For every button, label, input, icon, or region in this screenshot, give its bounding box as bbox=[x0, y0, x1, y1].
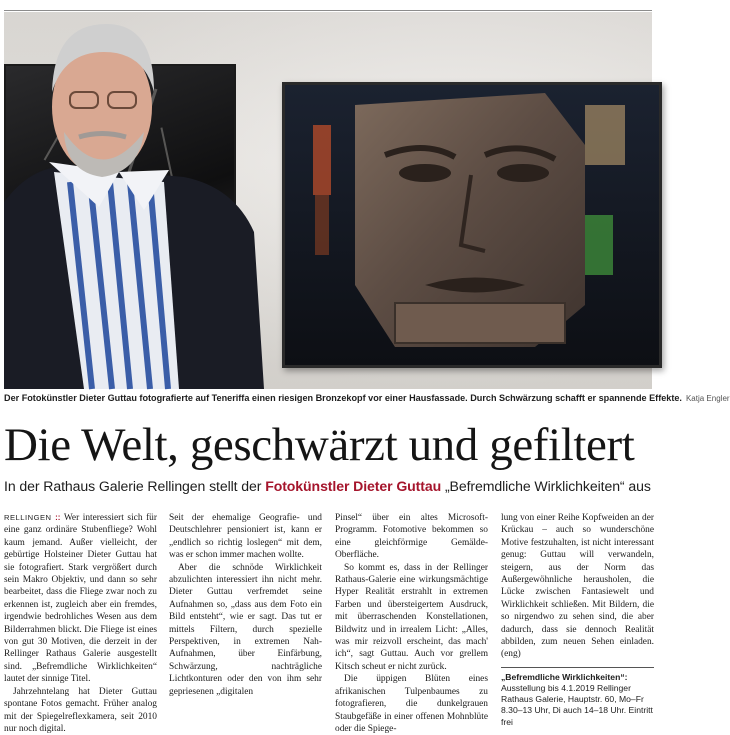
body-paragraph: So kommt es, dass in der Rellinger Rathaus-Galerie eine wirkungsmächtige Hyper Realität erstrahlt in extremen Farben und übersteigertem Ausdruck, mit überraschenden Konstellationen, Bildwitz und in irrealem Licht: „Alles, was mir reizvoll erscheint, das mach' ich“, sagt Guttau. Auch vor grellem Kitsch scheut er nicht zurück. bbox=[335, 562, 488, 672]
subhead-highlight: Fotokünstler Dieter Guttau bbox=[265, 478, 442, 494]
dateline: RELLINGEN bbox=[4, 513, 52, 522]
exhibition-info-box bbox=[501, 667, 654, 728]
article-body bbox=[4, 512, 654, 734]
framed-bronze-head-photo bbox=[282, 82, 662, 368]
body-paragraph: Jahrzehntelang hat Dieter Guttau spontane Fotos gemacht. Früher analog mit der Spiegelreflexkamera, seit 2010 nur noch digital. bbox=[4, 686, 157, 734]
info-text: Ausstellung bis 4.1.2019 Rellinger Rathaus Galerie, Hauptstr. 60, Mo–Fr 8.30–13 Uhr, Di auch 14–18 Uhr. Eintritt frei bbox=[501, 683, 653, 727]
dateline-mark: :: bbox=[55, 513, 61, 522]
body-paragraph bbox=[501, 512, 654, 661]
article-subhead bbox=[4, 478, 654, 494]
article-photo bbox=[4, 12, 652, 389]
body-paragraph: Die üppigen Blüten eines afrikanischen Tulpenbaumes zu fotografieren, die dunkelgrauen Staubgefäße in einer offenen Mohnblüte oder die Spiege- bbox=[335, 674, 488, 734]
caption-text: Der Fotokünstler Dieter Guttau fotografierte auf Teneriffa einen riesigen Bronzekopf vor einer Hausfassade. Durch Schwärzung schafft er spannende Effekte. bbox=[4, 393, 682, 403]
body-column-3 bbox=[335, 512, 488, 734]
subhead-intro: In der Rathaus Galerie Rellingen stellt der bbox=[4, 478, 266, 494]
article-headline: Die Welt, geschwärzt und gefiltert bbox=[4, 419, 635, 471]
photo-caption bbox=[4, 390, 730, 406]
body-column-2 bbox=[169, 512, 322, 697]
author-abbreviation: (eng) bbox=[501, 649, 521, 660]
body-paragraph: Seit der ehemalige Geografie- und Deutschlehrer pensioniert ist, kann er „endlich so richtig loslegen“ mit dem, was er schon immer machen wollte. bbox=[169, 513, 322, 561]
body-column-4 bbox=[501, 512, 654, 727]
info-title: „Befremdliche Wirklichkeiten“: bbox=[501, 671, 628, 682]
portrait-dieter-guttau bbox=[4, 12, 264, 389]
body-text: Wer interessiert sich für eine ganz ordinäre Stubenfliege? Wohl kaum jemand. Außer vielleicht, der gebürtige Holsteiner Dieter Guttau hat sie fotografiert. Stark vergrößert durch sein Makro Objektiv, und dann so sehr bearbeitet, dass die Fliege zwar noch zu erkennen ist, zugleich aber ein fremdes, irgendwie bedrohliches Wesen aus dem Bilderrahmen blickt. Die Fliege ist eines von gut 30 Motiven, die derzeit in der Rellinger Rathaus Galerie ausgestellt sind. „Befremdliche Wirklichkeiten“ lautet der sinnige Titel. bbox=[4, 513, 157, 685]
body-column-1 bbox=[4, 512, 157, 734]
top-rule bbox=[4, 10, 652, 11]
body-text: lung von einer Reihe Kopfweiden an der Krückau – auch so wunderschöne Motive festzuhalten, ist nicht interessant genug: Guttau will verwandeln, steigern, aus der Norm das Außergewöhnliche herausholen, die Lücke zwischen Fantasiewelt und Wirklichkeit schließen. Mit Bildern, die so nirgendwo zu sehen sind, die aber dadurch, dass sie dennoch Realität abbilden, zum neuen Sehen einladen. bbox=[501, 513, 654, 648]
body-paragraph: Pinsel“ über ein altes Microsoft-Programm. Fotomotive bekommen so eine gleichförmige Gemälde-Oberfläche. bbox=[335, 513, 488, 561]
subhead-exhibition-title: „Befremdliche Wirklichkeiten“ aus bbox=[441, 478, 651, 494]
body-paragraph bbox=[4, 512, 157, 686]
photo-credit: Katja Engler bbox=[685, 394, 730, 403]
body-paragraph: Aber die schnöde Wirklichkeit abzulichten interessiert ihn nicht mehr. Dieter Guttau verfremdet seine Aufnahmen so, „dass aus dem Foto ein Bild entsteht“, wie er sagt. Das tut er mittels Filtern, durch spezielle Perspektiven, in extremen Nah-Aufnahmen, über Einfärbung, Schwärzung, nachträgliche Lichtkonturen oder den von ihm sehr gepriesenen „digitalen bbox=[169, 562, 322, 697]
